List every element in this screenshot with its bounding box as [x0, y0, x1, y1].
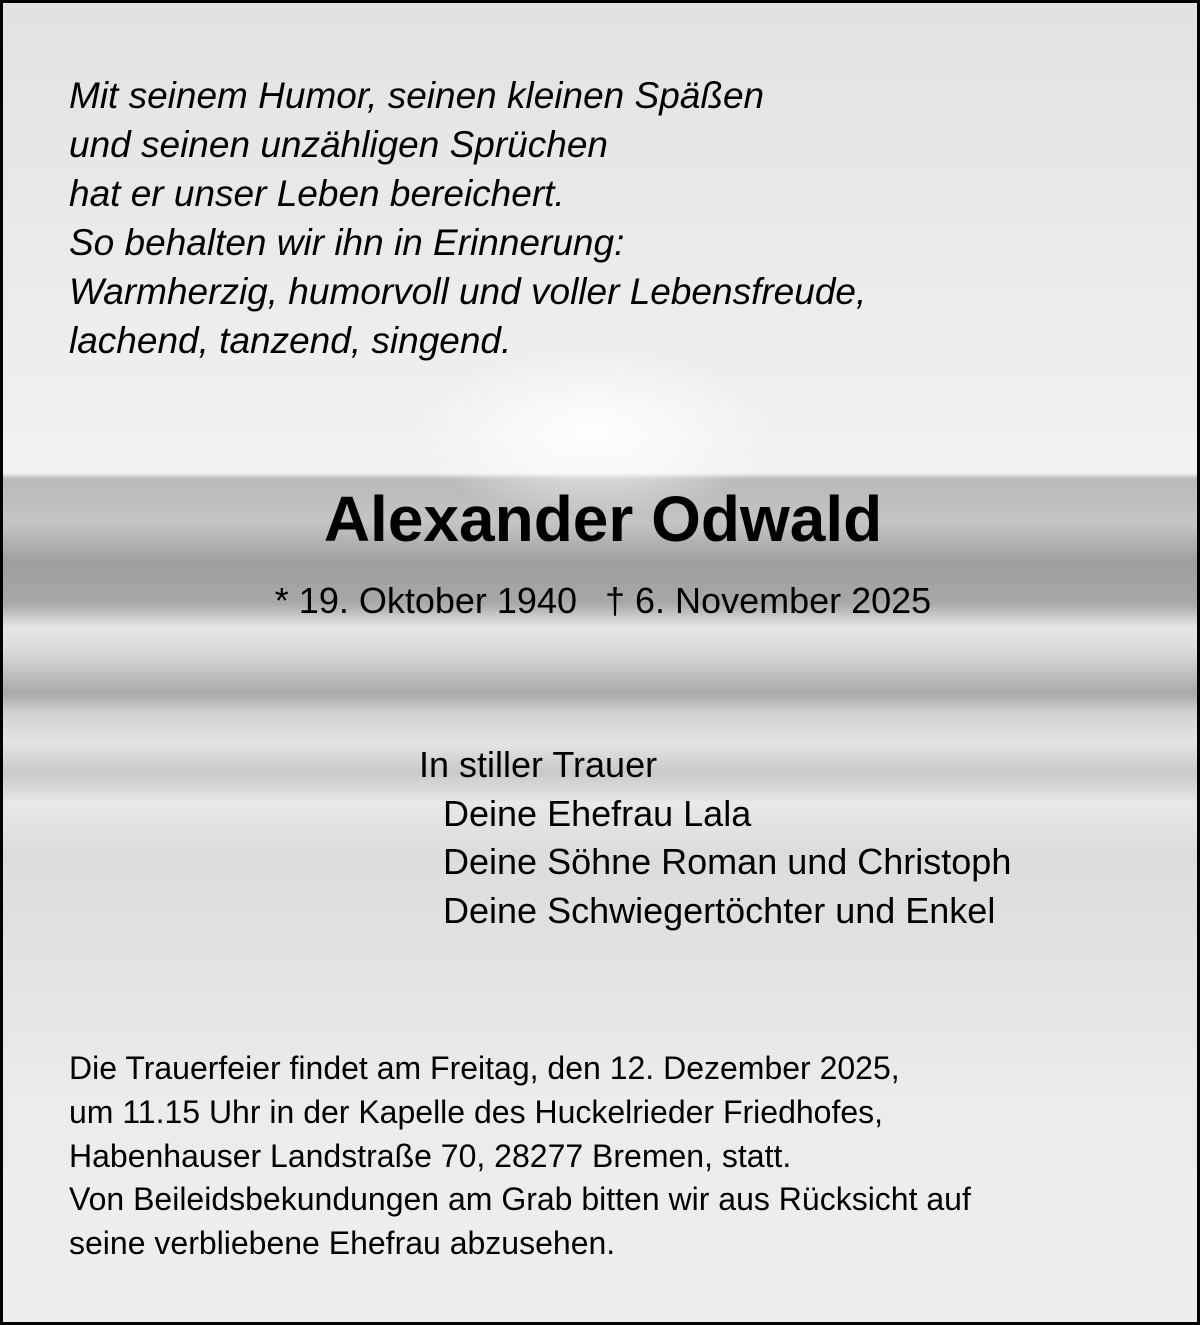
birth-date: * 19. Oktober 1940: [274, 580, 577, 621]
quote-line: So behalten wir ihn in Erinnerung:: [69, 222, 625, 263]
ceremony-line: seine verbliebene Ehefrau abzusehen.: [69, 1225, 616, 1262]
mourner: Deine Schwiegertöchter und Enkel: [443, 889, 996, 931]
mourner: Deine Söhne Roman und Christoph: [443, 841, 1012, 882]
death-date: † 6. November 2025: [605, 580, 932, 621]
ceremony-info: [69, 1047, 971, 1266]
quote-line: hat er unser Leben bereichert.: [69, 173, 565, 214]
memorial-quote: [69, 71, 866, 365]
quote-line: und seinen unzähligen Sprüchen: [69, 124, 608, 165]
life-dates: [3, 579, 1200, 623]
mourner: Deine Ehefrau Lala: [443, 792, 752, 834]
quote-line: Mit seinem Humor, seinen kleinen Späßen: [69, 75, 765, 116]
mourners: [419, 741, 1011, 935]
quote-line: lachend, tanzend, singend.: [69, 320, 512, 361]
quote-line: Warmherzig, humorvoll und voller Lebensfreude,: [69, 271, 867, 312]
ceremony-line: Habenhauser Landstraße 70, 28277 Bremen, statt.: [69, 1137, 792, 1174]
mourning-intro: In stiller Trauer: [419, 744, 658, 785]
ceremony-line: Die Trauerfeier findet am Freitag, den 12. Dezember 2025,: [69, 1050, 900, 1086]
ceremony-line: Von Beileidsbekundungen am Grab bitten wir aus Rücksicht auf: [69, 1181, 971, 1218]
ceremony-line: um 11.15 Uhr in der Kapelle des Huckelrieder Friedhofes,: [69, 1093, 884, 1130]
deceased-name: Alexander Odwald: [323, 483, 883, 555]
